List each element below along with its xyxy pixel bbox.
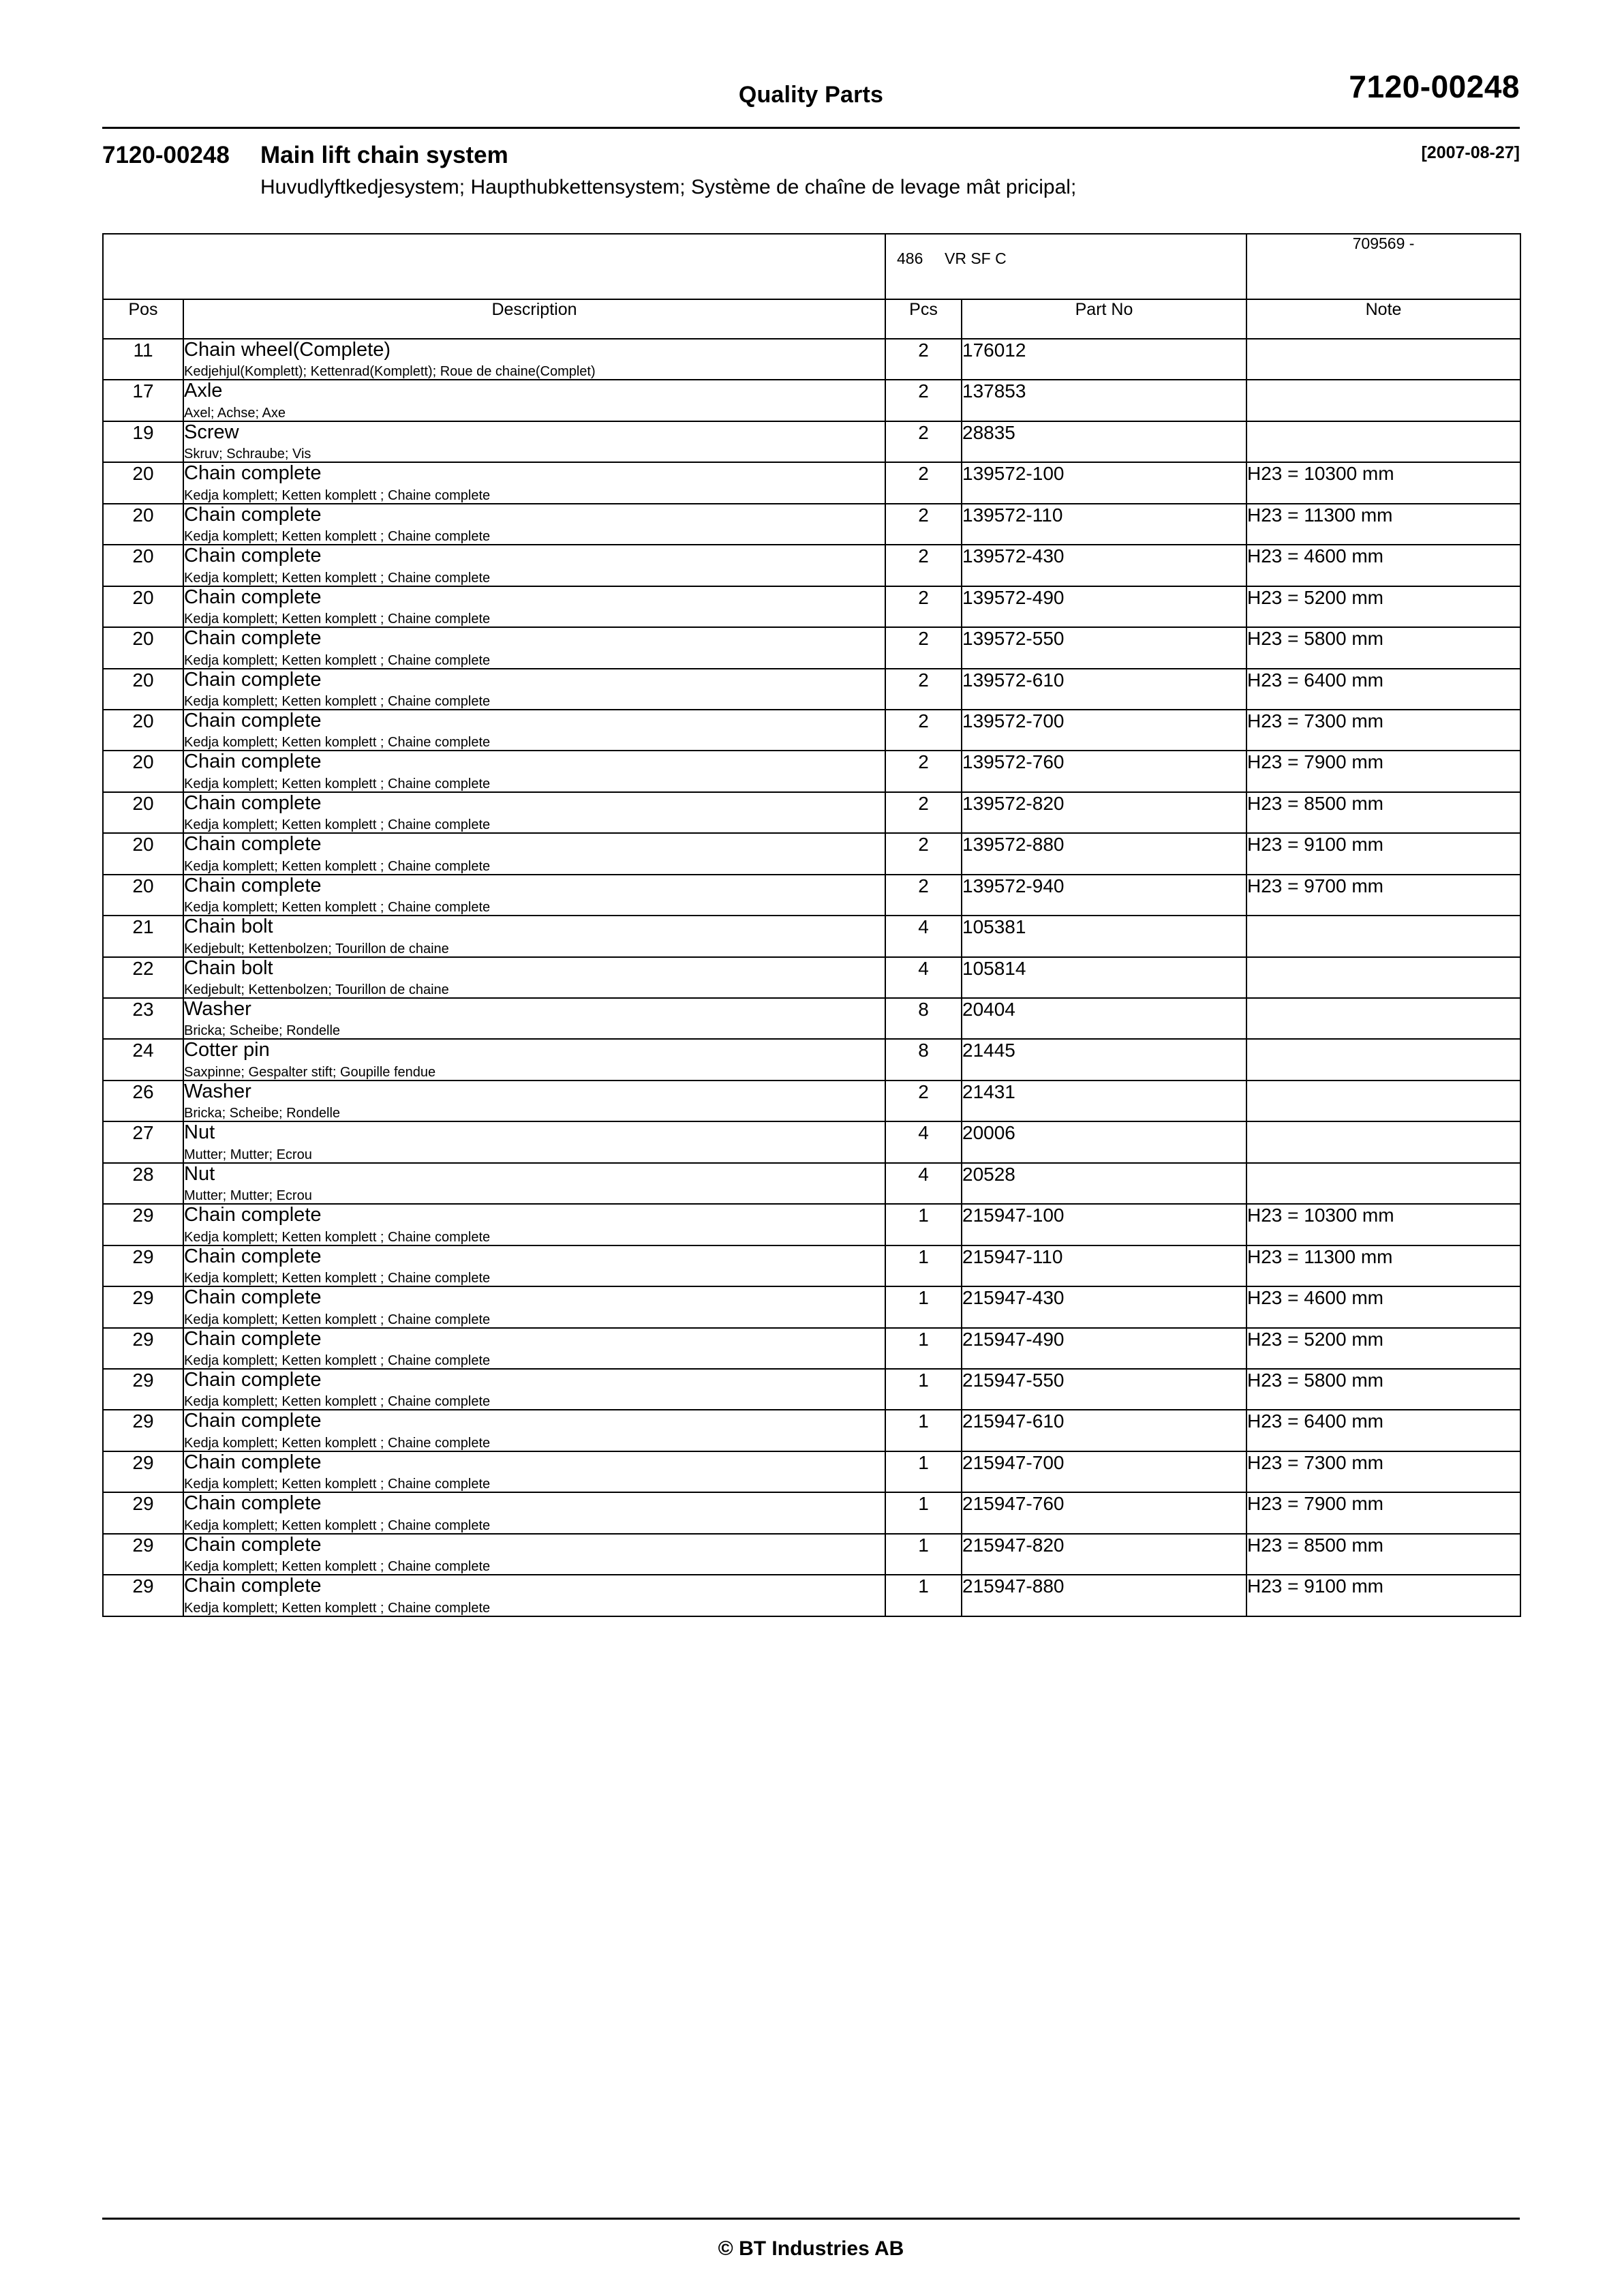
cell-pos: 20 bbox=[103, 545, 183, 586]
cell-note bbox=[1246, 1121, 1520, 1162]
cell-description bbox=[183, 627, 885, 668]
cell-note: H23 = 4600 mm bbox=[1246, 1286, 1520, 1327]
title-block bbox=[102, 142, 1520, 218]
cell-part-no: 20528 bbox=[962, 1163, 1246, 1204]
cell-part-no: 215947-430 bbox=[962, 1286, 1246, 1327]
cell-pcs: 4 bbox=[885, 957, 962, 998]
column-header-part-no: Part No bbox=[962, 299, 1246, 339]
description-translations: Kedja komplett; Ketten komplett ; Chaine complete bbox=[184, 1229, 491, 1245]
cell-description bbox=[183, 833, 885, 874]
cell-part-no: 139572-430 bbox=[962, 545, 1246, 586]
table-row bbox=[103, 710, 1520, 751]
column-header-description: Description bbox=[183, 299, 885, 339]
cell-part-no: 139572-820 bbox=[962, 792, 1246, 833]
header-doc-number: 7120-00248 bbox=[1349, 69, 1520, 104]
cell-description bbox=[183, 504, 885, 545]
cell-pcs: 8 bbox=[885, 998, 962, 1039]
description-translations: Kedja komplett; Ketten komplett ; Chaine complete bbox=[184, 1312, 491, 1327]
description-translations: Kedja komplett; Ketten komplett ; Chaine complete bbox=[184, 1517, 491, 1533]
description-translations: Kedjebult; Kettenbolzen; Tourillon de chaine bbox=[184, 941, 449, 956]
description-name: Chain bolt bbox=[184, 916, 273, 938]
model-number: 486 bbox=[897, 250, 923, 267]
column-header-pos: Pos bbox=[103, 299, 183, 339]
footer-divider bbox=[102, 2218, 1520, 2220]
cell-pos: 20 bbox=[103, 504, 183, 545]
model-text: VR SF C bbox=[945, 250, 1007, 267]
cell-pcs: 1 bbox=[885, 1410, 962, 1451]
cell-pos: 21 bbox=[103, 916, 183, 956]
cell-description bbox=[183, 957, 885, 998]
description-name: Chain complete bbox=[184, 503, 322, 526]
description-translations: Kedja komplett; Ketten komplett ; Chaine complete bbox=[184, 858, 491, 874]
cell-pos: 20 bbox=[103, 710, 183, 751]
description-name: Chain complete bbox=[184, 751, 322, 773]
cell-description bbox=[183, 916, 885, 956]
cell-pcs: 1 bbox=[885, 1534, 962, 1575]
cell-pos: 20 bbox=[103, 833, 183, 874]
description-translations: Kedja komplett; Ketten komplett ; Chaine complete bbox=[184, 652, 491, 668]
cell-description bbox=[183, 1492, 885, 1533]
description-name: Washer bbox=[184, 998, 251, 1020]
description-translations: Kedja komplett; Ketten komplett ; Chaine complete bbox=[184, 735, 491, 751]
table-row bbox=[103, 751, 1520, 791]
table-row bbox=[103, 957, 1520, 998]
cell-pos: 20 bbox=[103, 462, 183, 503]
description-name: Chain complete bbox=[184, 1368, 322, 1391]
description-name: Chain complete bbox=[184, 586, 322, 608]
cell-part-no: 139572-940 bbox=[962, 875, 1246, 916]
table-row bbox=[103, 916, 1520, 956]
cell-pos: 20 bbox=[103, 875, 183, 916]
cell-description bbox=[183, 1534, 885, 1575]
cell-description bbox=[183, 421, 885, 462]
description-translations: Kedja komplett; Ketten komplett ; Chaine complete bbox=[184, 529, 491, 545]
cell-pos: 20 bbox=[103, 586, 183, 627]
cell-pos: 22 bbox=[103, 957, 183, 998]
table-row bbox=[103, 1492, 1520, 1533]
cell-part-no: 20404 bbox=[962, 998, 1246, 1039]
table-row bbox=[103, 792, 1520, 833]
cell-pos: 28 bbox=[103, 1163, 183, 1204]
cell-pcs: 2 bbox=[885, 875, 962, 916]
table-row bbox=[103, 1081, 1520, 1121]
description-name: Chain complete bbox=[184, 1410, 322, 1432]
cell-description bbox=[183, 1369, 885, 1410]
table-row bbox=[103, 1369, 1520, 1410]
description-name: Chain complete bbox=[184, 874, 322, 896]
cell-description bbox=[183, 1245, 885, 1286]
cell-note: H23 = 5800 mm bbox=[1246, 1369, 1520, 1410]
model-band-spacer bbox=[103, 234, 885, 299]
cell-pcs: 2 bbox=[885, 833, 962, 874]
cell-pos: 29 bbox=[103, 1328, 183, 1369]
description-translations: Bricka; Scheibe; Rondelle bbox=[184, 1023, 341, 1039]
revision-date: [2007-08-27] bbox=[1421, 143, 1520, 162]
cell-note: H23 = 9100 mm bbox=[1246, 1575, 1520, 1616]
cell-pcs: 1 bbox=[885, 1575, 962, 1616]
cell-part-no: 215947-700 bbox=[962, 1451, 1246, 1492]
cell-pcs: 1 bbox=[885, 1286, 962, 1327]
cell-pos: 19 bbox=[103, 421, 183, 462]
cell-part-no: 105814 bbox=[962, 957, 1246, 998]
cell-pcs: 1 bbox=[885, 1328, 962, 1369]
table-row bbox=[103, 339, 1520, 380]
description-translations: Kedjehjul(Komplett); Kettenrad(Komplett); Roue de chaine(Complet) bbox=[184, 364, 596, 380]
description-name: Washer bbox=[184, 1080, 251, 1102]
description-translations: Kedja komplett; Ketten komplett ; Chaine complete bbox=[184, 570, 491, 586]
table-row bbox=[103, 1039, 1520, 1080]
cell-part-no: 20006 bbox=[962, 1121, 1246, 1162]
description-name: Cotter pin bbox=[184, 1039, 270, 1061]
model-band-row bbox=[103, 234, 1520, 299]
cell-pcs: 2 bbox=[885, 504, 962, 545]
cell-note bbox=[1246, 1163, 1520, 1204]
cell-part-no: 21431 bbox=[962, 1081, 1246, 1121]
description-translations: Kedja komplett; Ketten komplett ; Chaine complete bbox=[184, 1477, 491, 1492]
cell-pcs: 1 bbox=[885, 1369, 962, 1410]
cell-note: H23 = 11300 mm bbox=[1246, 1245, 1520, 1286]
table-row bbox=[103, 833, 1520, 874]
description-translations: Skruv; Schraube; Vis bbox=[184, 447, 311, 462]
title-part-number: 7120-00248 bbox=[102, 142, 230, 168]
cell-description bbox=[183, 998, 885, 1039]
table-row bbox=[103, 1328, 1520, 1369]
cell-pos: 29 bbox=[103, 1575, 183, 1616]
description-translations: Kedja komplett; Ketten komplett ; Chaine complete bbox=[184, 1271, 491, 1286]
cell-part-no: 139572-110 bbox=[962, 504, 1246, 545]
cell-pos: 20 bbox=[103, 751, 183, 791]
cell-description bbox=[183, 462, 885, 503]
table-row bbox=[103, 1410, 1520, 1451]
description-translations: Mutter; Mutter; Ecrou bbox=[184, 1188, 312, 1204]
cell-pos: 29 bbox=[103, 1410, 183, 1451]
cell-note bbox=[1246, 1039, 1520, 1080]
cell-note: H23 = 7900 mm bbox=[1246, 751, 1520, 791]
cell-part-no: 21445 bbox=[962, 1039, 1246, 1080]
header-divider bbox=[102, 127, 1520, 129]
description-translations: Mutter; Mutter; Ecrou bbox=[184, 1147, 312, 1162]
cell-pcs: 4 bbox=[885, 1163, 962, 1204]
cell-note bbox=[1246, 339, 1520, 380]
cell-note: H23 = 9700 mm bbox=[1246, 875, 1520, 916]
cell-pcs: 8 bbox=[885, 1039, 962, 1080]
cell-note: H23 = 9100 mm bbox=[1246, 833, 1520, 874]
cell-part-no: 139572-880 bbox=[962, 833, 1246, 874]
cell-note: H23 = 8500 mm bbox=[1246, 792, 1520, 833]
cell-pos: 29 bbox=[103, 1534, 183, 1575]
table-row bbox=[103, 1286, 1520, 1327]
cell-part-no: 105381 bbox=[962, 916, 1246, 956]
table-row bbox=[103, 627, 1520, 668]
cell-note: H23 = 11300 mm bbox=[1246, 504, 1520, 545]
cell-pos: 29 bbox=[103, 1204, 183, 1245]
table-row bbox=[103, 504, 1520, 545]
cell-pos: 20 bbox=[103, 627, 183, 668]
description-name: Chain complete bbox=[184, 1451, 322, 1473]
description-translations: Kedja komplett; Ketten komplett ; Chaine complete bbox=[184, 1600, 491, 1616]
cell-part-no: 176012 bbox=[962, 339, 1246, 380]
cell-part-no: 215947-490 bbox=[962, 1328, 1246, 1369]
cell-description bbox=[183, 339, 885, 380]
cell-part-no: 215947-760 bbox=[962, 1492, 1246, 1533]
cell-pos: 20 bbox=[103, 669, 183, 710]
cell-description bbox=[183, 1286, 885, 1327]
description-name: Chain complete bbox=[184, 1575, 322, 1597]
cell-note bbox=[1246, 1081, 1520, 1121]
description-name: Chain complete bbox=[184, 462, 322, 485]
description-name: Chain complete bbox=[184, 545, 322, 567]
table-row bbox=[103, 1204, 1520, 1245]
cell-part-no: 139572-760 bbox=[962, 751, 1246, 791]
cell-description bbox=[183, 792, 885, 833]
cell-part-no: 28835 bbox=[962, 421, 1246, 462]
cell-note bbox=[1246, 957, 1520, 998]
description-name: Nut bbox=[184, 1162, 215, 1185]
table-row bbox=[103, 421, 1520, 462]
description-name: Chain complete bbox=[184, 627, 322, 650]
description-translations: Axel; Achse; Axe bbox=[184, 405, 286, 421]
cell-note bbox=[1246, 998, 1520, 1039]
cell-pos: 29 bbox=[103, 1245, 183, 1286]
cell-part-no: 139572-550 bbox=[962, 627, 1246, 668]
cell-part-no: 215947-880 bbox=[962, 1575, 1246, 1616]
description-translations: Kedja komplett; Ketten komplett ; Chaine complete bbox=[184, 1435, 491, 1451]
cell-description bbox=[183, 669, 885, 710]
cell-note: H23 = 5800 mm bbox=[1246, 627, 1520, 668]
cell-pcs: 2 bbox=[885, 462, 962, 503]
cell-description bbox=[183, 1204, 885, 1245]
page-title: Main lift chain system bbox=[260, 142, 508, 168]
cell-description bbox=[183, 1163, 885, 1204]
cell-note: H23 = 8500 mm bbox=[1246, 1534, 1520, 1575]
cell-pcs: 2 bbox=[885, 421, 962, 462]
cell-pos: 26 bbox=[103, 1081, 183, 1121]
column-header-pcs: Pcs bbox=[885, 299, 962, 339]
table-row bbox=[103, 1163, 1520, 1204]
description-translations: Bricka; Scheibe; Rondelle bbox=[184, 1106, 341, 1121]
cell-note: H23 = 7300 mm bbox=[1246, 710, 1520, 751]
cell-pos: 24 bbox=[103, 1039, 183, 1080]
cell-pos: 29 bbox=[103, 1492, 183, 1533]
table-row bbox=[103, 462, 1520, 503]
cell-pcs: 2 bbox=[885, 1081, 962, 1121]
parts-table bbox=[102, 233, 1521, 1617]
cell-pcs: 2 bbox=[885, 627, 962, 668]
cell-part-no: 139572-100 bbox=[962, 462, 1246, 503]
cell-pos: 29 bbox=[103, 1451, 183, 1492]
cell-note: H23 = 10300 mm bbox=[1246, 1204, 1520, 1245]
cell-part-no: 215947-820 bbox=[962, 1534, 1246, 1575]
cell-part-no: 137853 bbox=[962, 380, 1246, 421]
description-name: Chain complete bbox=[184, 833, 322, 856]
cell-note: H23 = 7900 mm bbox=[1246, 1492, 1520, 1533]
table-row bbox=[103, 998, 1520, 1039]
table-row bbox=[103, 875, 1520, 916]
description-translations: Kedja komplett; Ketten komplett ; Chaine complete bbox=[184, 1559, 491, 1575]
cell-pcs: 4 bbox=[885, 916, 962, 956]
cell-description bbox=[183, 1121, 885, 1162]
cell-description bbox=[183, 380, 885, 421]
cell-pos: 23 bbox=[103, 998, 183, 1039]
cell-pcs: 2 bbox=[885, 669, 962, 710]
cell-description bbox=[183, 1410, 885, 1451]
cell-description bbox=[183, 1328, 885, 1369]
description-name: Chain complete bbox=[184, 1533, 322, 1556]
cell-pcs: 1 bbox=[885, 1204, 962, 1245]
cell-description bbox=[183, 1081, 885, 1121]
cell-note: H23 = 5200 mm bbox=[1246, 586, 1520, 627]
page-header bbox=[102, 0, 1520, 108]
cell-description bbox=[183, 710, 885, 751]
cell-note bbox=[1246, 916, 1520, 956]
description-name: Chain complete bbox=[184, 1204, 322, 1226]
description-translations: Kedja komplett; Ketten komplett ; Chaine complete bbox=[184, 487, 491, 503]
description-translations: Kedja komplett; Ketten komplett ; Chaine complete bbox=[184, 1353, 491, 1368]
description-translations: Kedja komplett; Ketten komplett ; Chaine complete bbox=[184, 776, 491, 791]
cell-part-no: 139572-700 bbox=[962, 710, 1246, 751]
description-name: Chain complete bbox=[184, 791, 322, 814]
table-row bbox=[103, 586, 1520, 627]
cell-part-no: 139572-490 bbox=[962, 586, 1246, 627]
cell-pcs: 4 bbox=[885, 1121, 962, 1162]
description-name: Chain bolt bbox=[184, 956, 273, 979]
cell-pcs: 2 bbox=[885, 380, 962, 421]
cell-description bbox=[183, 751, 885, 791]
cell-part-no: 215947-550 bbox=[962, 1369, 1246, 1410]
description-name: Axle bbox=[184, 380, 223, 402]
cell-description bbox=[183, 1451, 885, 1492]
cell-part-no: 215947-110 bbox=[962, 1245, 1246, 1286]
table-row bbox=[103, 380, 1520, 421]
table-row bbox=[103, 669, 1520, 710]
table-row bbox=[103, 1451, 1520, 1492]
cell-pos: 11 bbox=[103, 339, 183, 380]
cell-note: H23 = 7300 mm bbox=[1246, 1451, 1520, 1492]
header-title: Quality Parts bbox=[738, 82, 884, 108]
cell-pos: 27 bbox=[103, 1121, 183, 1162]
title-subtitle-translations: Huvudlyftkedjesystem; Haupthubkettensystem; Système de chaîne de levage mât pricipal; bbox=[260, 176, 1077, 198]
description-name: Chain complete bbox=[184, 709, 322, 731]
cell-pcs: 2 bbox=[885, 586, 962, 627]
cell-pos: 17 bbox=[103, 380, 183, 421]
column-header-note: Note bbox=[1246, 299, 1520, 339]
cell-pos: 29 bbox=[103, 1369, 183, 1410]
table-row bbox=[103, 1534, 1520, 1575]
table-row bbox=[103, 1575, 1520, 1616]
cell-pcs: 2 bbox=[885, 339, 962, 380]
cell-part-no: 215947-610 bbox=[962, 1410, 1246, 1451]
table-row bbox=[103, 545, 1520, 586]
cell-pcs: 1 bbox=[885, 1451, 962, 1492]
cell-description bbox=[183, 545, 885, 586]
description-name: Screw bbox=[184, 421, 239, 443]
description-translations: Kedja komplett; Ketten komplett ; Chaine complete bbox=[184, 611, 491, 627]
model-band-model bbox=[885, 234, 1246, 299]
description-translations: Kedja komplett; Ketten komplett ; Chaine complete bbox=[184, 1394, 491, 1410]
title-row bbox=[102, 142, 1520, 169]
cell-note bbox=[1246, 380, 1520, 421]
cell-description bbox=[183, 875, 885, 916]
description-translations: Kedja komplett; Ketten komplett ; Chaine complete bbox=[184, 693, 491, 709]
cell-pcs: 1 bbox=[885, 1492, 962, 1533]
description-name: Chain complete bbox=[184, 1327, 322, 1350]
description-translations: Kedja komplett; Ketten komplett ; Chaine complete bbox=[184, 817, 491, 833]
table-row bbox=[103, 1121, 1520, 1162]
cell-description bbox=[183, 586, 885, 627]
cell-pos: 29 bbox=[103, 1286, 183, 1327]
cell-note: H23 = 6400 mm bbox=[1246, 1410, 1520, 1451]
description-translations: Saxpinne; Gespalter stift; Goupille fendue bbox=[184, 1064, 436, 1080]
description-translations: Kedja komplett; Ketten komplett ; Chaine complete bbox=[184, 900, 491, 916]
cell-pcs: 2 bbox=[885, 545, 962, 586]
cell-pcs: 2 bbox=[885, 710, 962, 751]
model-band-serial: 709569 - bbox=[1246, 234, 1520, 299]
cell-pos: 20 bbox=[103, 792, 183, 833]
table-header-row bbox=[103, 299, 1520, 339]
cell-description bbox=[183, 1039, 885, 1080]
cell-note: H23 = 10300 mm bbox=[1246, 462, 1520, 503]
cell-description bbox=[183, 1575, 885, 1616]
table-row bbox=[103, 1245, 1520, 1286]
cell-part-no: 215947-100 bbox=[962, 1204, 1246, 1245]
description-name: Chain complete bbox=[184, 668, 322, 691]
cell-note bbox=[1246, 421, 1520, 462]
description-name: Chain complete bbox=[184, 1245, 322, 1267]
description-name: Nut bbox=[184, 1121, 215, 1144]
cell-note: H23 = 4600 mm bbox=[1246, 545, 1520, 586]
description-name: Chain complete bbox=[184, 1492, 322, 1515]
description-name: Chain wheel(Complete) bbox=[184, 339, 391, 361]
cell-pcs: 2 bbox=[885, 792, 962, 833]
cell-note: H23 = 6400 mm bbox=[1246, 669, 1520, 710]
cell-pcs: 1 bbox=[885, 1245, 962, 1286]
description-translations: Kedjebult; Kettenbolzen; Tourillon de chaine bbox=[184, 982, 449, 997]
cell-pcs: 2 bbox=[885, 751, 962, 791]
cell-note: H23 = 5200 mm bbox=[1246, 1328, 1520, 1369]
description-name: Chain complete bbox=[184, 1286, 322, 1309]
footer-copyright: © BT Industries AB bbox=[718, 2237, 904, 2260]
cell-part-no: 139572-610 bbox=[962, 669, 1246, 710]
